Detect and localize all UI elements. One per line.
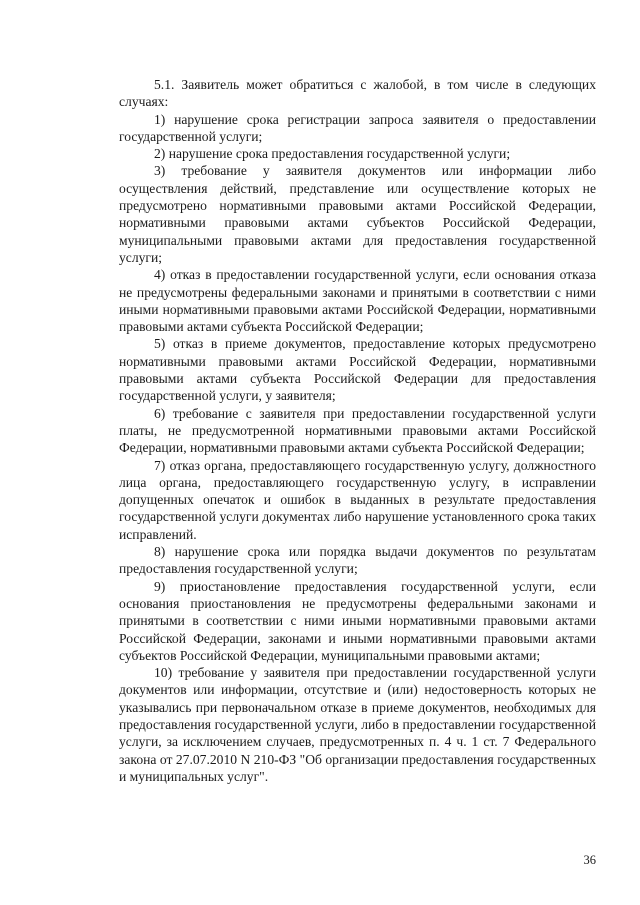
list-item-1: 1) нарушение срока регистрации запроса заявителя о предоставлении государственной услуги; — [119, 111, 596, 144]
list-item-8: 8) нарушение срока или порядка выдачи документов по результатам предоставления государственной услуги; — [119, 544, 596, 577]
list-item-7: 7) отказ органа, предоставляющего государственную услугу, должностного лица органа, предоставляющего государственную услугу, в исправлении допущенных опечаток и ошибок в выданных в результате предоставления государственной услуги документах либо нарушение установленного срока таких исправлений. — [119, 457, 596, 542]
list-item-9: 9) приостановление предоставления государственной услуги, если основания приостановления не предусмотрены федеральными законами и принятыми в соответствии с ними иными нормативными правовыми актами Российской Федерации, законами и иными нормативными правовыми актами субъектов Российской Федерации, муниципальными правовыми актами; — [119, 578, 596, 663]
list-item-10: 10) требование у заявителя при предоставлении государственной услуги документов или информации, отсутствие и (или) недостоверность которых не указывались при первоначальном отказе в приеме документов, необходимых для предоставления государственной услуги, либо в предоставлении государственной услуги, за исключением случаев, предусмотренных п. 4 ч. 1 ст. 7 Федерального закона от 27.07.2010 N 210-ФЗ "Об организации предоставления государственных и муниципальных услуг". — [119, 665, 596, 784]
list-item-6: 6) требование с заявителя при предоставлении государственной услуги платы, не предусмотренной нормативными правовыми актами Российской Федерации, нормативными правовыми актами субъекта Российской Федерации; — [119, 405, 596, 456]
list-item-4: 4) отказ в предоставлении государственной услуги, если основания отказа не предусмотрены федеральными законами и принятыми в соответствии с ними иными нормативными правовыми актами Российской Федерации, нормативными правовыми актами субъекта Российской Федерации; — [119, 267, 596, 335]
page-number: 36 — [583, 853, 596, 867]
list-item-2: 2) нарушение срока предоставления государственной услуги; — [154, 146, 511, 162]
body-text — [119, 76, 596, 785]
list-item-3: 3) требование у заявителя документов или информации либо осуществления действий, представление или осуществление которых не предусмотрено нормативными правовыми актами Российской Федерации, нормативными правовыми актами субъектов Российской Федерации, муниципальными правовыми актами для предоставления государственной услуги; — [119, 163, 596, 265]
list-item-5: 5) отказ в приеме документов, предоставление которых предусмотрено нормативными правовыми актами Российской Федерации, нормативными правовыми актами субъекта Российской Федерации для предоставления государственной услуги, у заявителя; — [119, 336, 596, 404]
paragraph-5-1-intro: 5.1. Заявитель может обратиться с жалобой, в том числе в следующих случаях: — [119, 77, 596, 110]
